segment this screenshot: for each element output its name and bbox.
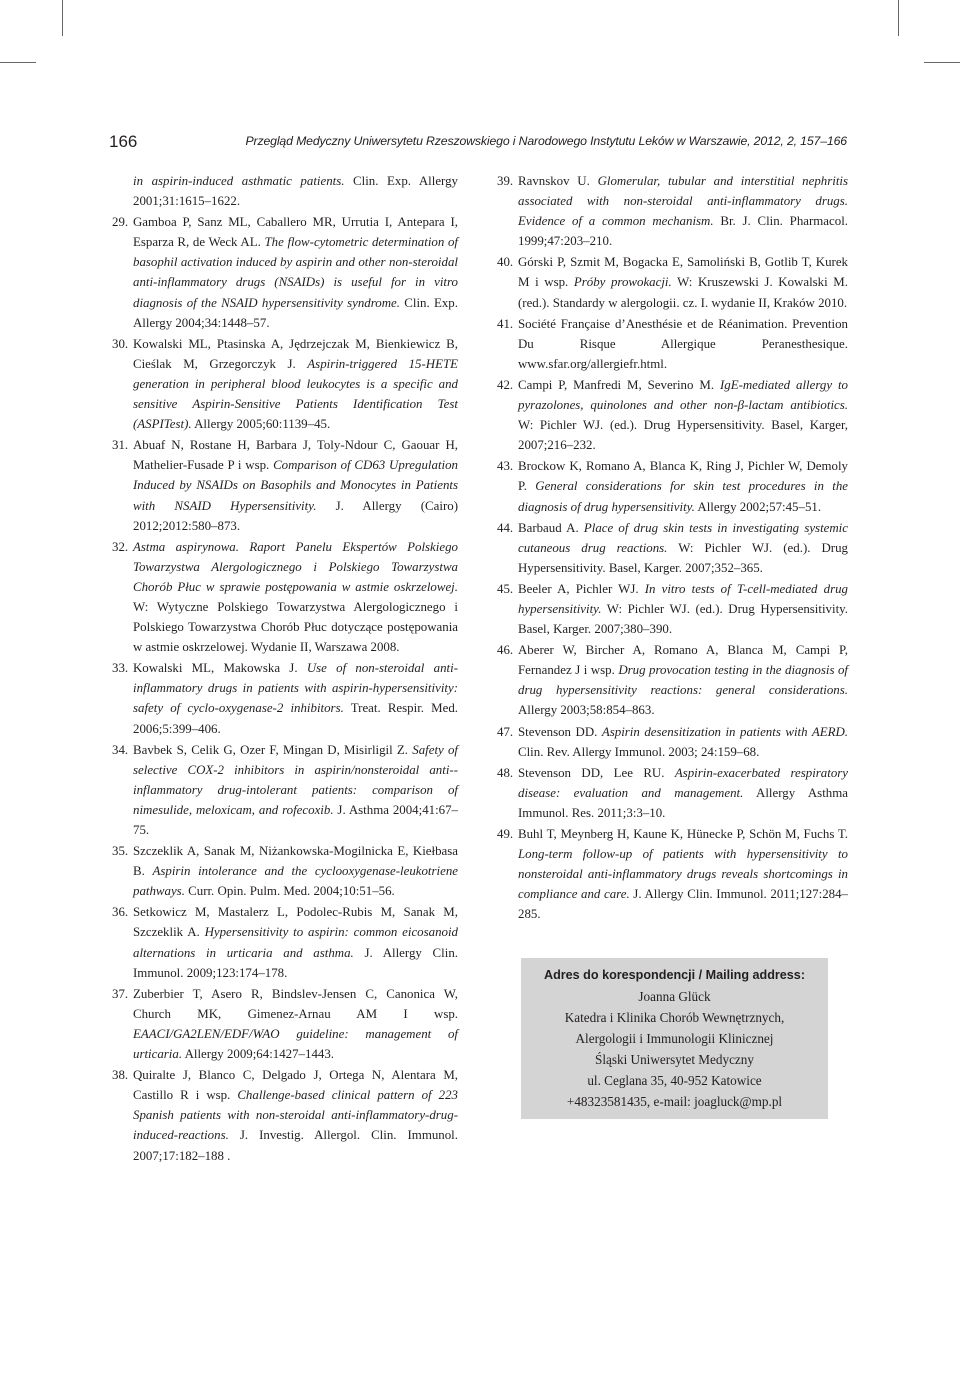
reference-number: 38. (112, 1068, 129, 1083)
reference-text: Górski P, Szmit M, Bogacka E, Samoliński B, Gotlib T, Kurek M i wsp. (518, 255, 848, 290)
reference-item (112, 902, 458, 982)
reference-number: 30. (112, 336, 129, 351)
reference-item (497, 763, 848, 823)
reference-item (112, 658, 458, 738)
reference-item (497, 579, 848, 639)
reference-title: in aspirin-induced asthmatic patients. (133, 174, 345, 188)
reference-number: 36. (112, 905, 129, 920)
reference-item (112, 171, 458, 211)
correspondence-line: ul. Ceglana 35, 40-952 Katowice (587, 1073, 762, 1088)
reference-item (497, 518, 848, 578)
reference-text: Szczeklik A, Sanak M, Niżankowska-Mogilnicka E, Kiełbasa B. (133, 844, 458, 879)
reference-text: Stevenson DD, Lee RU. (518, 765, 675, 780)
correspondence-box (521, 958, 828, 1119)
reference-item (497, 824, 848, 924)
reference-text: Brockow K, Romano A, Blanca K, Ring J, Pichler W, Demoly P. (518, 459, 848, 494)
reference-title: In vitro tests of T-cell-mediated drug hypersensitivity. (518, 581, 848, 616)
reference-title: Hypersensitivity to aspirin: common eicosanoid alternations in urticaria and asthma. (133, 925, 459, 960)
reference-number: 47. (497, 724, 514, 739)
crop-mark (924, 62, 960, 63)
reference-title: Aspirin intolerance and the cyclooxygenase-leukotriene pathways. (133, 864, 459, 899)
reference-text: Treat. Respir. Med. 2006;5:399–406. (133, 701, 458, 736)
reference-text: Allergy 2003;58:854–863. (518, 703, 655, 718)
reference-number: 32. (112, 539, 129, 554)
reference-title: Place of drug skin tests in investigating systemic cutaneous drug reactions. (518, 520, 848, 555)
reference-title: Aspirin-triggered 15-HETE generation in peripheral blood leukocytes is a specific and sensitive Aspirin-Sensitive Patients Identification Test (ASPITest). (133, 356, 458, 432)
reference-text: Setkowicz M, Mastalerz L, Podolec-Rubis M, Sanak M, Szczeklik A. (133, 905, 458, 940)
reference-item (112, 740, 458, 840)
reference-text: J. Allergy Clin. Immunol. 2011;127:284–285. (518, 887, 848, 922)
reference-text: Beeler A, Pichler WJ. (518, 581, 645, 596)
reference-text: W: Pichler WJ. (ed.). Drug Hypersensitivity. Basel, Karger. 2007;380–390. (518, 601, 848, 637)
reference-item (497, 375, 848, 455)
reference-text: W: Pichler WJ. (ed.). Drug Hypersensitivity. Basel, Karger, 2007;216–232. (518, 418, 848, 453)
reference-item (497, 722, 848, 762)
reference-text (239, 540, 249, 554)
correspondence-line: Joanna Glück (638, 989, 711, 1004)
reference-text: Clin. Rev. Allergy Immunol. 2003; 24:159–68. (518, 744, 760, 759)
reference-title: Astma aspirynowa. (133, 539, 239, 554)
reference-title: General considerations for skin test procedures in the diagnosis of drug hypersensitivity. (518, 479, 849, 514)
reference-text: Ravnskov U. (518, 174, 598, 188)
reference-item (112, 984, 458, 1064)
reference-title: Drug provocation testing in the diagnosis of drug hypersensitivity reactions: general considerations. (518, 663, 848, 698)
reference-text: Société Française d’Anesthésie et de Réanimation. Prevention Du Risque Allergique Peranesthesique. www.sfar.org/allergiefr.html. (518, 316, 848, 371)
reference-number: 39. (497, 174, 514, 188)
reference-item (112, 334, 458, 434)
correspondence-line: Śląski Uniwersytet Medyczny (595, 1052, 754, 1067)
journal-title: Przegląd Medyczny Uniwersytetu Rzeszowskiego i Narodowego Instytutu Leków w Warszawie, 2012, 2, 157–166 (245, 134, 847, 148)
email-line[interactable]: +48323581435, e-mail: joagluck@mp.pl (566, 1094, 783, 1109)
reference-text: Aberer W, Bircher A, Romano A, Blanca M, Campi P, Fernandez J i wsp. (518, 643, 848, 678)
crop-mark (0, 62, 36, 63)
reference-number: 42. (497, 377, 514, 392)
crop-mark (62, 0, 63, 36)
reference-text: J. Asthma 2004;41:67–75. (133, 802, 458, 837)
reference-number: 29. (112, 215, 129, 230)
correspondence-title: Adres do korespondencji / Mailing address: (543, 968, 806, 982)
reference-title: Use of non-steroidal anti-inflammatory drugs in patients with aspirin-hypersensitivity: safety of cyclo-oxygenase-2 inhibitors. (133, 661, 458, 716)
reference-text: W: Pichler WJ. (ed.). Drug Hypersensitivity. Basel, Karger. 2007;352–365. (518, 540, 848, 575)
reference-item (112, 435, 458, 535)
reference-number: 43. (497, 459, 514, 474)
reference-text: Allergy Asthma Immunol. Res. 2011;3:3–10. (518, 785, 848, 820)
reference-number: 49. (497, 827, 514, 841)
crop-mark (898, 0, 899, 36)
reference-title: Long-term follow-up of patients with hypersensitivity to nonsteroidal anti-inflammatory drugs reveals shortcomings in compliance and care. (518, 847, 848, 902)
reference-title: IgE-mediated allergy to pyrazolones, quinolones and other non-β-lactam antibiotics. (518, 377, 848, 413)
reference-title: Aspirin desensitization in patients with AERD. (601, 724, 848, 739)
reference-text: J. Allergy (Cairo) 2012;2012:580–873. (133, 498, 458, 533)
reference-text: Allergy 2009;64:1427–1443. (182, 1047, 335, 1062)
reference-title: EAACI/GA2LEN/EDF/WAO guideline: management of urticaria. (133, 1026, 458, 1062)
correspondence-line: Alergologii i Immunologii Klinicznej (575, 1031, 774, 1046)
reference-text: Buhl T, Meynberg H, Kaune K, Hünecke P, Schön M, Fuchs T. (518, 827, 848, 841)
reference-text: Barbaud A. (518, 520, 584, 535)
reference-title: Glomerular, tubular and interstitial nephritis associated with non-steroidal anti-inflammatory drugs. Evidence of a common mechanism. (518, 174, 848, 229)
reference-title: Raport Panelu Ekspertów Polskiego Towarzystwa Alergologicznego i Polskiego Towarzystwa Chorób Płuc w sprawie postępowania w astmie oskrzelowej. (133, 539, 458, 594)
reference-text: Allergy 2005;60:1139–45. (191, 417, 331, 432)
reference-text: W: Kruszewski J. Kowalski M. (red.). Standardy w alergologii. cz. I. wydanie II, Kraków 2010. (518, 275, 848, 310)
references-right-column (497, 171, 848, 925)
reference-text: Curr. Opin. Pulm. Med. 2004;10:51–56. (184, 884, 395, 899)
reference-item (497, 640, 848, 720)
reference-number: 34. (112, 742, 129, 757)
references-left-column (112, 171, 458, 1167)
reference-number: 44. (497, 520, 514, 535)
reference-text: Quiralte J, Blanco C, Delgado J, Ortega N, Alentara M, Castillo R i wsp. (133, 1068, 458, 1103)
reference-text: Abuaf N, Rostane H, Barbara J, Toly-Ndour C, Gaouar H, Mathelier-Fusade P i wsp. (133, 438, 458, 473)
reference-text: Kowalski ML, Makowska J. (133, 661, 307, 676)
reference-number: 48. (497, 765, 514, 780)
reference-number: 45. (497, 581, 514, 596)
page-header (109, 132, 847, 154)
reference-text: Stevenson DD. (518, 724, 602, 739)
reference-number: 40. (497, 255, 514, 270)
reference-item (112, 537, 458, 658)
reference-item (497, 252, 848, 312)
reference-text: J. Allergy Clin. Immunol. 2009;123:174–178. (133, 945, 458, 980)
reference-number: 33. (112, 661, 129, 676)
reference-item (497, 456, 848, 516)
reference-item (497, 171, 848, 251)
reference-number: 31. (112, 438, 129, 453)
reference-title: Próby prowokacji. (573, 275, 672, 290)
reference-text: Clin. Exp. Allergy 2004;34:1448–57. (133, 295, 458, 330)
reference-item (112, 841, 458, 901)
reference-text: Gamboa P, Sanz ML, Caballero MR, Urrutia I, Antepara I, Esparza R, de Weck AL. (133, 215, 458, 250)
reference-number: 37. (112, 986, 129, 1001)
reference-text: Zuberbier T, Asero R, Bindslev-Jensen C, Canonica W, Church MK, Gimenez-Arnau AM I wsp. (133, 986, 458, 1021)
reference-title: The flow-cytometric determination of basophil activation induced by aspirin and other non-steroidal anti-inflammatory drugs (NSAIDs) is useful for in vitro diagnosis of the NSAID hypersensitivity syndrome. (133, 235, 458, 310)
reference-text: Allergy 2002;57:45–51. (694, 499, 822, 514)
reference-text: Bavbek S, Celik G, Ozer F, Mingan D, Misirligil Z. (133, 742, 413, 757)
reference-title: Safety of selective COX-2 inhibitors in aspirin/nonsteroidal anti--inflammatory drug-intolerant patients: comparison of nimesulide, meloxicam, and rofecoxib. (133, 742, 458, 817)
reference-item (497, 314, 848, 374)
page-number: 166 (109, 132, 138, 151)
reference-item (112, 1065, 458, 1165)
reference-text: Clin. Exp. Allergy 2001;31:1615–1622. (133, 174, 458, 209)
reference-text: J. Investig. Allergol. Clin. Immunol. 2007;17:182–188 . (133, 1128, 458, 1163)
reference-title: Comparison of CD63 Upregulation Induced by NSAIDs on Basophils and Monocytes in Patients with NSAID Hypersensitivity. (133, 458, 458, 513)
reference-text: Campi P, Manfredi M, Severino M. (518, 377, 720, 392)
reference-item (112, 212, 458, 333)
reference-number: 41. (497, 316, 514, 331)
reference-text: Kowalski ML, Ptasinska A, Jędrzejczak M, Bienkiewicz B, Cieślak M, Grzegorczyk J. (133, 336, 458, 371)
correspondence-line: Katedra i Klinika Chorób Wewnętrznych, (564, 1010, 785, 1025)
reference-text: W: Wytyczne Polskiego Towarzystwa Alergologicznego i Polskiego Towarzystwa Chorób Płuc dotyczące postępowania w astmie oskrzelowej. Wydanie II, Warszawa 2008. (133, 599, 458, 655)
reference-number: 35. (112, 844, 129, 859)
reference-title: Aspirin-exacerbated respiratory disease: evaluation and management. (518, 765, 849, 800)
reference-text: Br. J. Clin. Pharmacol. 1999;47:203–210. (518, 214, 848, 249)
reference-title: Challenge-based clinical pattern of 223 Spanish patients with non-steroidal anti-inflammatory-drug-induced-reactions. (133, 1088, 458, 1143)
reference-number: 46. (497, 643, 514, 658)
